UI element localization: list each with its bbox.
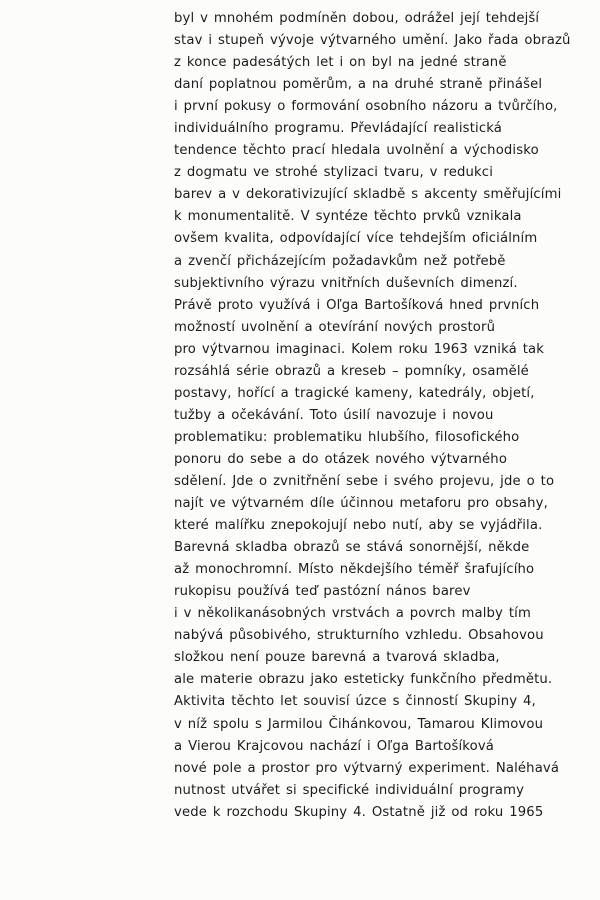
text-line: i v několikanásobných vrstvách a povrch malby tím <box>174 606 531 622</box>
text-line: z dogmatu ve strohé stylizaci tvaru, v redukci <box>174 165 494 181</box>
text-line: rozsáhlá série obrazů a kreseb – pomníky, osamělé <box>174 363 529 379</box>
text-column <box>174 8 574 824</box>
text-line: sdělení. Jde o zvnitřnění sebe i svého projevu, jde o to <box>174 473 555 489</box>
text-line: nové pole a prostor pro výtvarný experiment. Naléhavá <box>174 760 560 776</box>
text-line: byl v mnohém podmíněn dobou, odrážel její tehdejší <box>174 11 540 26</box>
text-line: subjektivního výrazu vnitřních duševních dimenzí. <box>174 275 518 291</box>
text-line: i první pokusy o formování osobního názoru a tvůrčího, <box>174 99 558 115</box>
text-line: najít ve výtvarném díle účinnou metaforu pro obsahy, <box>174 496 548 512</box>
text-line: rukopisu používá teď pastózní nános barev <box>174 584 471 600</box>
text-line: které malířku znepokojují nebo nutí, aby se vyjádřila. <box>174 518 543 534</box>
text-line: barev a v dekorativizující skladbě s akcenty směřujícími <box>174 187 562 203</box>
text-line: složkou není pouze barevná a tvarová skladba, <box>174 650 500 666</box>
text-line: postavy, hořící a tragické kameny, katedrály, objetí, <box>174 385 535 401</box>
text-line: až monochromní. Místo někdejšího téměř šrafujícího <box>174 562 535 578</box>
text-line: vede k rozchodu Skupiny 4. Ostatně již od roku 1965 <box>174 804 544 820</box>
text-line: ale materie obrazu jako esteticky funkčního předmětu. <box>174 672 553 688</box>
text-line: k monumentalitě. V syntéze těchto prvků vznikala <box>174 209 522 225</box>
text-line: a zvenčí přicházejícím požadavkům než potřebě <box>174 253 506 269</box>
text-line: tužby a očekávání. Toto úsilí navozuje i novou <box>174 407 494 423</box>
text-line: tendence těchto prací hledala uvolnění a východisko <box>174 143 539 159</box>
text-line: individuálního programu. Převládající realistická <box>174 121 503 137</box>
text-line: pro výtvarnou imaginaci. Kolem roku 1963 vzniká tak <box>174 341 545 357</box>
text-line: Barevná skladba obrazů se stává sonornější, někde <box>174 540 530 556</box>
text-line: Aktivita těchto let souvisí úzce s činností Skupiny 4, <box>174 694 536 710</box>
text-line: ponoru do sebe a do otázek nového výtvarného <box>174 451 508 467</box>
text-line: z konce padesátých let i on byl na jedné straně <box>174 55 507 71</box>
text-line: v níž spolu s Jarmilou Čihánkovou, Tamarou Klimovou <box>174 716 544 732</box>
text-line: nutnost utvářet si specifické individuální programy <box>174 782 525 798</box>
text-line: a Vierou Krajcovou nachází i Oľga Bartošíková <box>174 738 495 754</box>
text-line: nabývá působivého, strukturního vzhledu. Obsahovou <box>174 628 544 644</box>
text-line: Právě proto využívá i Oľga Bartošíková hned prvních <box>174 297 540 313</box>
text-line: daní poplatnou poměrům, a na druhé straně přinášel <box>174 77 543 93</box>
text-line: problematiku: problematiku hlubšího, filosofického <box>174 429 520 445</box>
text-line: stav i stupeň vývoje výtvarného umění. Jako řada obrazů <box>174 33 571 49</box>
text-line: ovšem kvalita, odpovídající více tehdejším oficiálním <box>174 231 538 247</box>
text-line: možností uvolnění a otevírání nových prostorů <box>174 319 496 335</box>
